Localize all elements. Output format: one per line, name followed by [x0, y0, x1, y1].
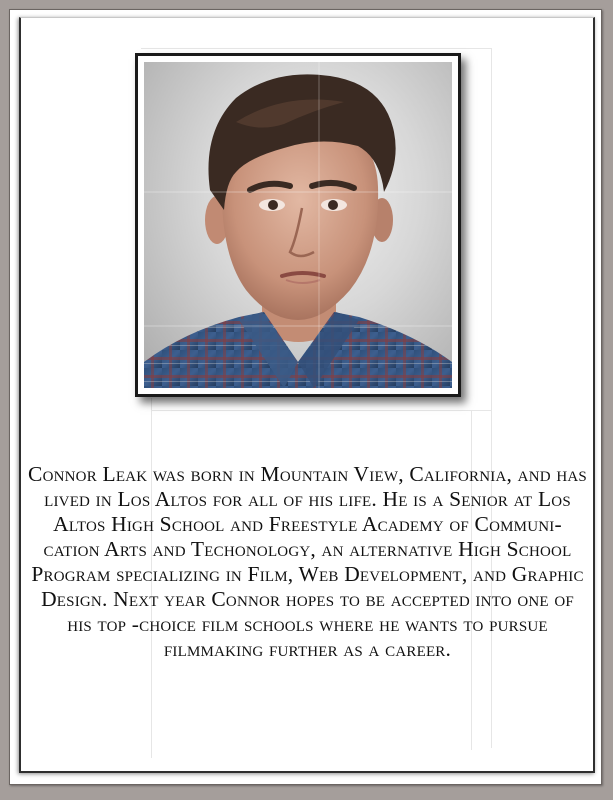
portrait-illustration: [144, 62, 452, 388]
portrait-frame: [135, 53, 461, 397]
guide-line-horizontal: [151, 410, 491, 411]
portrait-photo: [144, 62, 452, 388]
biography-paragraph: Connor Leak was born in Mountain View, California, and has lived in Los Altos for all of his life. He is a Senior at Los Altos High School and Freestyle Academy of Communi- cation Arts and Techonology, an alternative High School Program specializing in Film, Web Development, and Graphic Design. Next year Connor hopes to be accepted into one of his top -choice film schools where he wants to pursue filmmaking further as a career.: [28, 462, 587, 661]
guide-line-horizontal: [141, 48, 491, 49]
